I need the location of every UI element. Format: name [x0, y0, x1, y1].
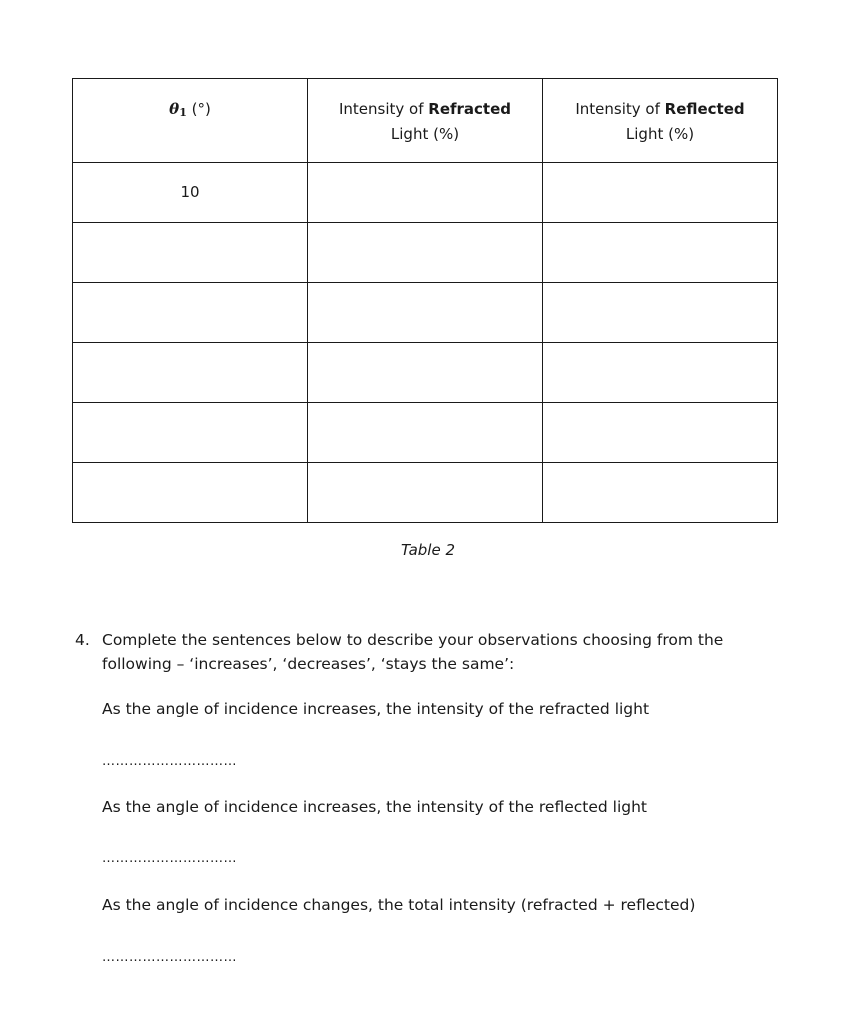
question-text: Complete the sentences below to describe your observations choosing from the following – ‘increases’, ‘decreases’, ‘stays the same’:	[102, 631, 724, 673]
results-table	[72, 78, 778, 523]
table-row	[73, 463, 778, 523]
table-caption: Table 2	[400, 541, 455, 559]
table-cell[interactable]	[308, 283, 543, 343]
header-refracted-prefix: Intensity of	[338, 100, 429, 118]
table-cell[interactable]	[308, 223, 543, 283]
header-reflected-suffix: Light (%)	[625, 125, 695, 143]
table-cell[interactable]	[543, 223, 778, 283]
table-cell[interactable]	[543, 403, 778, 463]
table-cell[interactable]	[73, 283, 308, 343]
table-cell[interactable]	[308, 403, 543, 463]
table-cell[interactable]: 10	[73, 163, 308, 223]
table-cell[interactable]	[73, 403, 308, 463]
answer-blank-refracted[interactable]: …………………………	[102, 754, 237, 769]
header-refracted	[308, 79, 543, 163]
theta-subscript: 1	[179, 106, 187, 119]
table-row	[73, 343, 778, 403]
table-cell[interactable]	[308, 463, 543, 523]
header-refracted-bold: Refracted	[428, 100, 512, 118]
table-row	[73, 223, 778, 283]
header-reflected-prefix: Intensity of	[575, 100, 665, 118]
sentence-refracted: As the angle of incidence increases, the intensity of the refracted light	[102, 700, 650, 718]
table-row	[73, 403, 778, 463]
table-cell[interactable]	[308, 163, 543, 223]
table-cell[interactable]	[73, 223, 308, 283]
question-4	[75, 628, 795, 676]
table-header-row	[73, 79, 778, 163]
table-row	[73, 163, 778, 223]
header-refracted-suffix: Light (%)	[390, 125, 460, 143]
header-reflected-bold: Reflected	[664, 100, 745, 118]
table-cell[interactable]	[73, 343, 308, 403]
table-cell[interactable]	[543, 463, 778, 523]
table-cell[interactable]	[543, 343, 778, 403]
question-number: 4.	[75, 631, 90, 649]
sentence-reflected: As the angle of incidence increases, the intensity of the reflected light	[102, 798, 648, 816]
table-cell[interactable]	[73, 463, 308, 523]
angle-unit: (°)	[186, 100, 211, 118]
answer-blank-reflected[interactable]: …………………………	[102, 851, 237, 866]
table-row	[73, 283, 778, 343]
table-cell[interactable]	[308, 343, 543, 403]
answer-blank-total[interactable]: …………………………	[102, 950, 237, 965]
header-angle	[73, 79, 308, 163]
table-cell[interactable]	[543, 163, 778, 223]
header-reflected	[543, 79, 778, 163]
theta-symbol: θ	[169, 100, 180, 118]
sentence-total: As the angle of incidence changes, the total intensity (refracted + reflected)	[102, 896, 696, 914]
table-cell[interactable]	[543, 283, 778, 343]
